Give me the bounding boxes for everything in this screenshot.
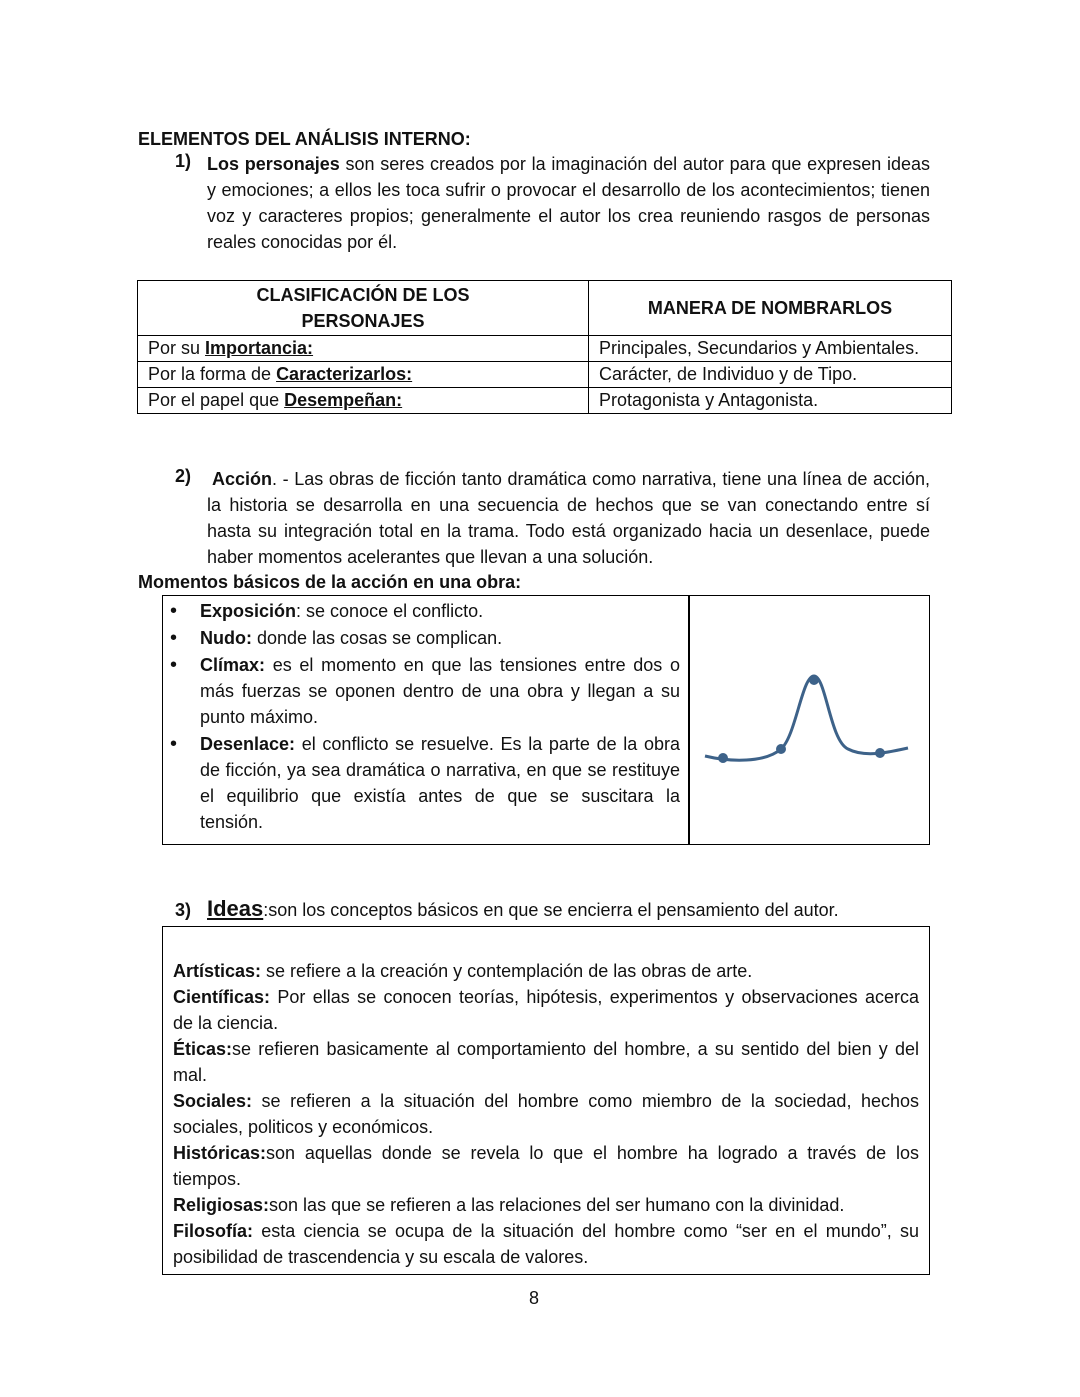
moment-text: donde las cosas se complican. [251,628,503,648]
idea-item [173,1088,919,1140]
item-3-term: Ideas [207,896,264,921]
idea-term: Históricas: [173,1143,267,1163]
idea-term: Científicas: [173,987,271,1007]
table-row [138,336,952,362]
idea-item [173,1036,919,1088]
idea-item [173,984,919,1036]
climax-point [809,675,819,685]
row-prefix: Por su [148,338,206,358]
item-2-paragraph [207,466,930,570]
idea-text: se refiere a la creación y contemplación de las obras de arte. [261,961,753,981]
row-prefix: Por la forma de [148,364,277,384]
action-curve-diagram [690,596,929,844]
item-3-text: :son los conceptos básicos en que se encierra el pensamiento del autor. [263,900,839,920]
moments-list [163,598,688,835]
idea-term: Religiosas: [173,1195,270,1215]
knot-point [776,744,786,754]
moment-text: el conflicto se resuelve. Es la parte de la obra de ficción, ya sea dramática o narrativa, en que se restituye el equilibrio que existía antes de que se suscitara la tensión. [200,734,680,832]
table-header-row [138,281,952,336]
idea-item [173,958,919,984]
idea-item [173,1218,919,1270]
list-item [163,652,688,730]
idea-text: se refieren basicamente al comportamiento del hombre, a su sentido del bien y del mal. [173,1039,919,1085]
row-value: Protagonista y Antagonista. [589,388,952,414]
list-item [163,625,688,651]
idea-term: Éticas: [173,1039,233,1059]
list-item [163,731,688,835]
row-key: Desempeñan: [284,390,403,410]
idea-item [173,1140,919,1192]
row-prefix: Por el papel que [148,390,285,410]
exposition-point [718,753,728,763]
idea-text: son aquellas donde se revela lo que el hombre ha logrado a través de los tiempos. [173,1143,919,1189]
section-heading: ELEMENTOS DEL ANÁLISIS INTERNO: [138,129,471,149]
idea-term: Artísticas: [173,961,262,981]
item-1-term: Los personajes [207,154,340,174]
table-row [138,388,952,414]
idea-text: esta ciencia se ocupa de la situación del hombre como “ser en el mundo”, su posibilidad de trascendencia y su escala de valores. [173,1221,919,1267]
idea-item [173,1192,919,1218]
moment-text: es el momento en que las tensiones entre dos o más fuerzas se oponen dentro de una obra y llegan a su punto máximo. [200,655,680,727]
item-1-paragraph [207,151,930,255]
idea-text: son las que se refieren a las relaciones del ser humano con la divinidad. [269,1195,845,1215]
page-number: 8 [528,1288,539,1308]
ideas-box [162,926,930,1275]
moments-list-cell [163,598,688,835]
row-value: Carácter, de Individuo y de Tipo. [589,362,952,388]
item-1-number: 1) [175,151,192,171]
row-key: Importancia: [205,338,314,358]
item-3-number: 3) [175,900,192,920]
moments-box [162,595,930,845]
idea-term: Sociales: [173,1091,253,1111]
idea-text: Por ellas se conocen teorías, hipótesis, experimentos y observaciones acerca de la ciencia. [173,987,919,1033]
idea-term: Filosofía: [173,1221,253,1241]
moment-term: Clímax: [200,655,266,675]
classification-table [137,280,952,414]
item-1-text: son seres creados por la imaginación del autor para que expresen ideas y emociones; a ellos les toca sufrir o provocar el desarrollo de los acontecimientos; tienen voz y caracteres propios; generalmente el autor los crea reuniendo rasgos de personas reales conocidas por él. [207,154,931,252]
action-curve-line [705,676,908,760]
item-2-term: Acción [212,469,273,489]
table-row [138,362,952,388]
table-header-naming: MANERA DE NOMBRARLOS [589,281,952,336]
moments-heading: Momentos básicos de la acción en una obra: [138,572,522,592]
item-2-number: 2) [175,466,192,486]
list-item [163,598,688,624]
table-header-classification: CLASIFICACIÓN DE LOS PERSONAJES [138,281,589,336]
moment-term: Exposición [200,601,297,621]
row-value: Principales, Secundarios y Ambientales. [589,336,952,362]
idea-text: se refieren a la situación del hombre como miembro de la sociedad, hechos sociales, politicos y económicos. [173,1091,919,1137]
item-3-paragraph [207,896,839,922]
resolution-point [875,748,885,758]
moment-text: : se conoce el conflicto. [296,601,484,621]
moment-term: Nudo: [200,628,252,648]
row-key: Caracterizarlos: [276,364,413,384]
item-2-text: . - Las obras de ficción tanto dramática como narrativa, tiene una línea de acción, la historia se desarrolla en una secuencia de hechos que se van conectando entre sí hasta su integración total en la trama. Todo está organizado hacia un desenlace, puede haber momentos acelerantes que llevan a una solución. [207,469,930,567]
moment-term: Desenlace: [200,734,296,754]
